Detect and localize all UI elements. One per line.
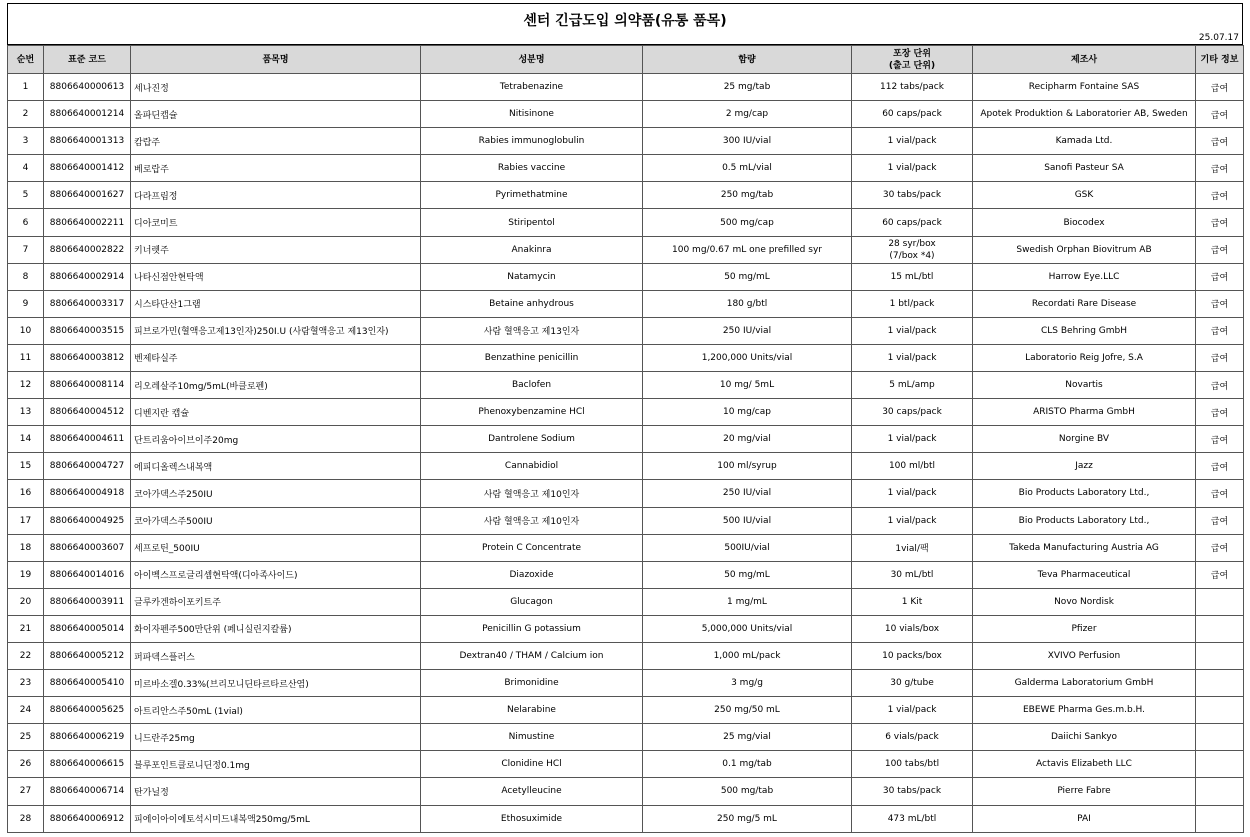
table-row [8,670,1244,697]
header-code: 표준 코드 [44,46,131,74]
cell-maker: Daiichi Sankyo [973,724,1196,751]
cell-ingredient: Pyrimethatmine [421,182,643,209]
cell-product: 디벤지란 캡슐 [131,399,421,426]
cell-strength: 1,200,000 Units/vial [643,344,852,371]
cell-ingredient: Rabies immunoglobulin [421,128,643,155]
cell-pack: 30 g/tube [852,670,973,697]
table-row [8,399,1244,426]
cell-pack: 1 vial/pack [852,317,973,344]
cell-pack: 10 packs/box [852,642,973,669]
cell-code: 8806640006615 [44,751,131,778]
cell-etc [1196,751,1244,778]
cell-no: 23 [8,670,44,697]
table-row [8,778,1244,805]
cell-maker: CLS Behring GmbH [973,317,1196,344]
cell-no: 5 [8,182,44,209]
cell-strength: 0.5 mL/vial [643,155,852,182]
cell-code: 8806640003607 [44,534,131,561]
table-row [8,805,1244,832]
table-row [8,615,1244,642]
cell-etc: 급여 [1196,263,1244,290]
cell-pack: 5 mL/amp [852,372,973,399]
cell-code: 8806640004925 [44,507,131,534]
cell-strength: 500 mg/tab [643,778,852,805]
cell-pack: 1 vial/pack [852,480,973,507]
table-row [8,453,1244,480]
cell-code: 8806640002822 [44,236,131,263]
cell-product: 베로랍주 [131,155,421,182]
cell-etc [1196,805,1244,832]
cell-product: 시스타단산1그램 [131,290,421,317]
cell-etc [1196,642,1244,669]
cell-maker: Kamada Ltd. [973,128,1196,155]
table-row [8,101,1244,128]
cell-maker: Bio Products Laboratory Ltd., [973,507,1196,534]
cell-product: 코아가덱스주250IU [131,480,421,507]
cell-strength: 20 mg/vial [643,426,852,453]
cell-pack: 30 caps/pack [852,399,973,426]
cell-no: 11 [8,344,44,371]
cell-strength: 10 mg/ 5mL [643,372,852,399]
cell-code: 8806640001214 [44,101,131,128]
cell-etc: 급여 [1196,128,1244,155]
header-maker: 제조사 [973,46,1196,74]
cell-product: 탄가닐정 [131,778,421,805]
cell-etc [1196,778,1244,805]
cell-ingredient: Penicillin G potassium [421,615,643,642]
cell-ingredient: Dextran40 / THAM / Calcium ion [421,642,643,669]
cell-no: 8 [8,263,44,290]
cell-code: 8806640004727 [44,453,131,480]
cell-maker: Teva Pharmaceutical [973,561,1196,588]
table-row [8,317,1244,344]
cell-product: 단트리움아이브이주20mg [131,426,421,453]
table-row [8,480,1244,507]
cell-code: 8806640002211 [44,209,131,236]
cell-maker: PAI [973,805,1196,832]
cell-strength: 250 mg/tab [643,182,852,209]
cell-ingredient: Brimonidine [421,670,643,697]
cell-etc: 급여 [1196,561,1244,588]
header-ingredient: 성분명 [421,46,643,74]
cell-maker: Actavis Elizabeth LLC [973,751,1196,778]
cell-no: 3 [8,128,44,155]
cell-no: 17 [8,507,44,534]
cell-pack: 30 mL/btl [852,561,973,588]
cell-maker: Recordati Rare Disease [973,290,1196,317]
cell-pack: 60 caps/pack [852,101,973,128]
cell-strength: 10 mg/cap [643,399,852,426]
cell-pack: 1 vial/pack [852,426,973,453]
cell-maker: Harrow Eye.LLC [973,263,1196,290]
cell-strength: 180 g/btl [643,290,852,317]
cell-maker: Bio Products Laboratory Ltd., [973,480,1196,507]
header-etc: 기타 정보 [1196,46,1244,74]
cell-code: 8806640005410 [44,670,131,697]
cell-pack-line1: 28 syr/box [888,238,936,249]
cell-strength: 100 ml/syrup [643,453,852,480]
cell-etc: 급여 [1196,74,1244,101]
cell-pack: 1 vial/pack [852,128,973,155]
cell-product: 나타신점안현탁액 [131,263,421,290]
cell-ingredient: Benzathine penicillin [421,344,643,371]
cell-code: 8806640004611 [44,426,131,453]
table-row [8,588,1244,615]
cell-product: 키너렛주 [131,236,421,263]
title-box [7,3,1243,45]
cell-pack: 1vial/팩 [852,534,973,561]
table-row [8,372,1244,399]
cell-ingredient: 사람 혈액응고 제10인자 [421,507,643,534]
cell-code: 8806640003911 [44,588,131,615]
cell-pack: 100 ml/btl [852,453,973,480]
cell-product: 올파딘캡슐 [131,101,421,128]
cell-strength: 50 mg/mL [643,263,852,290]
cell-code: 8806640001412 [44,155,131,182]
cell-pack [852,236,973,263]
cell-etc: 급여 [1196,101,1244,128]
cell-code: 8806640002914 [44,263,131,290]
cell-ingredient: Nitisinone [421,101,643,128]
cell-strength: 250 IU/vial [643,480,852,507]
cell-ingredient: Nimustine [421,724,643,751]
cell-code: 8806640006714 [44,778,131,805]
cell-ingredient: Glucagon [421,588,643,615]
cell-product: 다라프림정 [131,182,421,209]
cell-no: 10 [8,317,44,344]
cell-maker: Swedish Orphan Biovitrum AB [973,236,1196,263]
cell-ingredient: Cannabidiol [421,453,643,480]
cell-strength: 25 mg/tab [643,74,852,101]
cell-product: 글루카겐하이포키트주 [131,588,421,615]
table-row [8,344,1244,371]
cell-maker: Biocodex [973,209,1196,236]
cell-code: 8806640001313 [44,128,131,155]
table-row [8,155,1244,182]
cell-no: 28 [8,805,44,832]
table-row [8,507,1244,534]
cell-pack: 473 mL/btl [852,805,973,832]
cell-ingredient: 사람 혈액응고 제10인자 [421,480,643,507]
cell-strength: 25 mg/vial [643,724,852,751]
cell-no: 18 [8,534,44,561]
cell-code: 8806640003812 [44,344,131,371]
cell-ingredient: 사람 혈액응고 제13인자 [421,317,643,344]
cell-code: 8806640003317 [44,290,131,317]
cell-ingredient: Rabies vaccine [421,155,643,182]
cell-code: 8806640006219 [44,724,131,751]
cell-etc: 급여 [1196,344,1244,371]
cell-no: 26 [8,751,44,778]
cell-product: 니드란주25mg [131,724,421,751]
cell-product: 아트리안스주50mL (1vial) [131,697,421,724]
cell-ingredient: Nelarabine [421,697,643,724]
cell-strength: 250 IU/vial [643,317,852,344]
cell-strength: 5,000,000 Units/vial [643,615,852,642]
cell-etc: 급여 [1196,399,1244,426]
cell-strength: 1,000 mL/pack [643,642,852,669]
drug-table [7,45,1244,833]
cell-product: 퍼파덱스플러스 [131,642,421,669]
cell-strength: 500 IU/vial [643,507,852,534]
table-row [8,561,1244,588]
date-label: 25.07.17 [1198,33,1239,43]
cell-pack: 100 tabs/btl [852,751,973,778]
cell-ingredient: Betaine anhydrous [421,290,643,317]
header-pack-line1: 포장 단위 [893,48,931,59]
cell-strength: 0.1 mg/tab [643,751,852,778]
cell-maker: Galderma Laboratorium GmbH [973,670,1196,697]
cell-pack: 60 caps/pack [852,209,973,236]
header-pack [852,46,973,74]
cell-product: 에피디올렉스내복액 [131,453,421,480]
header-row [8,46,1244,74]
cell-etc [1196,588,1244,615]
cell-product: 캄랍주 [131,128,421,155]
cell-strength: 250 mg/5 mL [643,805,852,832]
cell-strength: 2 mg/cap [643,101,852,128]
cell-ingredient: Stiripentol [421,209,643,236]
header-pack-line2: (출고 단위) [888,60,936,71]
cell-maker: Novartis [973,372,1196,399]
table-row [8,724,1244,751]
cell-maker: Novo Nordisk [973,588,1196,615]
cell-etc: 급여 [1196,507,1244,534]
table-row [8,751,1244,778]
cell-product: 미르바소겔0.33%(브리모니딘타르타르산염) [131,670,421,697]
cell-code: 8806640004512 [44,399,131,426]
cell-product: 디아코미트 [131,209,421,236]
cell-code: 8806640014016 [44,561,131,588]
cell-etc: 급여 [1196,209,1244,236]
table-row [8,642,1244,669]
cell-ingredient: Acetylleucine [421,778,643,805]
table-row [8,290,1244,317]
cell-maker: Takeda Manufacturing Austria AG [973,534,1196,561]
cell-strength: 100 mg/0.67 mL one prefilled syr [643,236,852,263]
table-row [8,236,1244,263]
cell-strength: 1 mg/mL [643,588,852,615]
cell-strength: 300 IU/vial [643,128,852,155]
cell-code: 8806640006912 [44,805,131,832]
cell-pack: 15 mL/btl [852,263,973,290]
cell-pack: 30 tabs/pack [852,182,973,209]
cell-product: 리오레살주10mg/5mL(바클로펜) [131,372,421,399]
cell-no: 13 [8,399,44,426]
cell-strength: 250 mg/50 mL [643,697,852,724]
cell-no: 25 [8,724,44,751]
page-title: 센터 긴급도입 의약품(유통 품목) [523,13,727,29]
cell-product: 화이자펜주500만단위 (페니실린지칼륨) [131,615,421,642]
cell-no: 12 [8,372,44,399]
cell-pack: 112 tabs/pack [852,74,973,101]
cell-product: 피브로가민(혈액응고제13인자)250I.U (사람혈액응고 제13인자) [131,317,421,344]
cell-pack-line2: (7/box *4) [889,250,935,261]
cell-etc [1196,615,1244,642]
cell-code: 8806640005212 [44,642,131,669]
cell-no: 20 [8,588,44,615]
cell-strength: 50 mg/mL [643,561,852,588]
cell-product: 블루포인트클로니딘정0.1mg [131,751,421,778]
cell-ingredient: Clonidine HCl [421,751,643,778]
table-row [8,74,1244,101]
cell-maker: Jazz [973,453,1196,480]
cell-etc: 급여 [1196,372,1244,399]
cell-no: 7 [8,236,44,263]
cell-no: 4 [8,155,44,182]
cell-code: 8806640005625 [44,697,131,724]
cell-no: 2 [8,101,44,128]
cell-code: 8806640001627 [44,182,131,209]
table-body [8,74,1244,833]
cell-maker: Laboratorio Reig Jofre, S.A [973,344,1196,371]
cell-maker: Sanofi Pasteur SA [973,155,1196,182]
cell-no: 19 [8,561,44,588]
cell-no: 24 [8,697,44,724]
table-row [8,182,1244,209]
table-row [8,426,1244,453]
cell-maker: Apotek Produktion & Laboratorier AB, Sweden [973,101,1196,128]
cell-strength: 500 mg/cap [643,209,852,236]
cell-product: 세나진정 [131,74,421,101]
cell-product: 벤제타실주 [131,344,421,371]
cell-maker: ARISTO Pharma GmbH [973,399,1196,426]
cell-maker: Pfizer [973,615,1196,642]
cell-maker: EBEWE Pharma Ges.m.b.H. [973,697,1196,724]
cell-code: 8806640008114 [44,372,131,399]
cell-no: 15 [8,453,44,480]
cell-strength: 3 mg/g [643,670,852,697]
cell-etc: 급여 [1196,236,1244,263]
header-strength: 함량 [643,46,852,74]
cell-code: 8806640005014 [44,615,131,642]
cell-etc [1196,670,1244,697]
cell-ingredient: Baclofen [421,372,643,399]
cell-maker: XVIVO Perfusion [973,642,1196,669]
cell-etc: 급여 [1196,534,1244,561]
table-row [8,209,1244,236]
cell-pack: 10 vials/box [852,615,973,642]
cell-strength: 500IU/vial [643,534,852,561]
cell-code: 8806640004918 [44,480,131,507]
cell-ingredient: Dantrolene Sodium [421,426,643,453]
cell-product: 세프로틴_500IU [131,534,421,561]
cell-pack: 1 vial/pack [852,697,973,724]
cell-pack: 1 Kit [852,588,973,615]
cell-maker: Norgine BV [973,426,1196,453]
cell-product: 코아가덱스주500IU [131,507,421,534]
cell-product: 피에이아이에토석시미드내복액250mg/5mL [131,805,421,832]
cell-no: 22 [8,642,44,669]
cell-no: 6 [8,209,44,236]
cell-etc: 급여 [1196,480,1244,507]
cell-no: 14 [8,426,44,453]
cell-etc: 급여 [1196,182,1244,209]
cell-no: 1 [8,74,44,101]
cell-code: 8806640000613 [44,74,131,101]
cell-maker: Pierre Fabre [973,778,1196,805]
cell-ingredient: Anakinra [421,236,643,263]
table-row [8,263,1244,290]
cell-code: 8806640003515 [44,317,131,344]
table-row [8,128,1244,155]
cell-etc: 급여 [1196,317,1244,344]
cell-no: 9 [8,290,44,317]
table-row [8,534,1244,561]
cell-no: 16 [8,480,44,507]
header-no: 순번 [8,46,44,74]
cell-pack: 1 vial/pack [852,155,973,182]
cell-ingredient: Protein C Concentrate [421,534,643,561]
cell-ingredient: Natamycin [421,263,643,290]
cell-pack: 1 btl/pack [852,290,973,317]
cell-etc: 급여 [1196,426,1244,453]
cell-etc [1196,724,1244,751]
header-product: 품목명 [131,46,421,74]
cell-pack: 6 vials/pack [852,724,973,751]
cell-ingredient: Tetrabenazine [421,74,643,101]
cell-ingredient: Ethosuximide [421,805,643,832]
cell-no: 21 [8,615,44,642]
cell-pack: 1 vial/pack [852,507,973,534]
table-row [8,697,1244,724]
cell-pack: 1 vial/pack [852,344,973,371]
cell-ingredient: Phenoxybenzamine HCl [421,399,643,426]
cell-etc [1196,697,1244,724]
cell-pack: 30 tabs/pack [852,778,973,805]
cell-etc: 급여 [1196,155,1244,182]
cell-product: 아이벡스프로글리셈현탁액(디아족사이드) [131,561,421,588]
cell-no: 27 [8,778,44,805]
cell-etc: 급여 [1196,290,1244,317]
cell-maker: Recipharm Fontaine SAS [973,74,1196,101]
cell-maker: GSK [973,182,1196,209]
cell-ingredient: Diazoxide [421,561,643,588]
cell-etc: 급여 [1196,453,1244,480]
